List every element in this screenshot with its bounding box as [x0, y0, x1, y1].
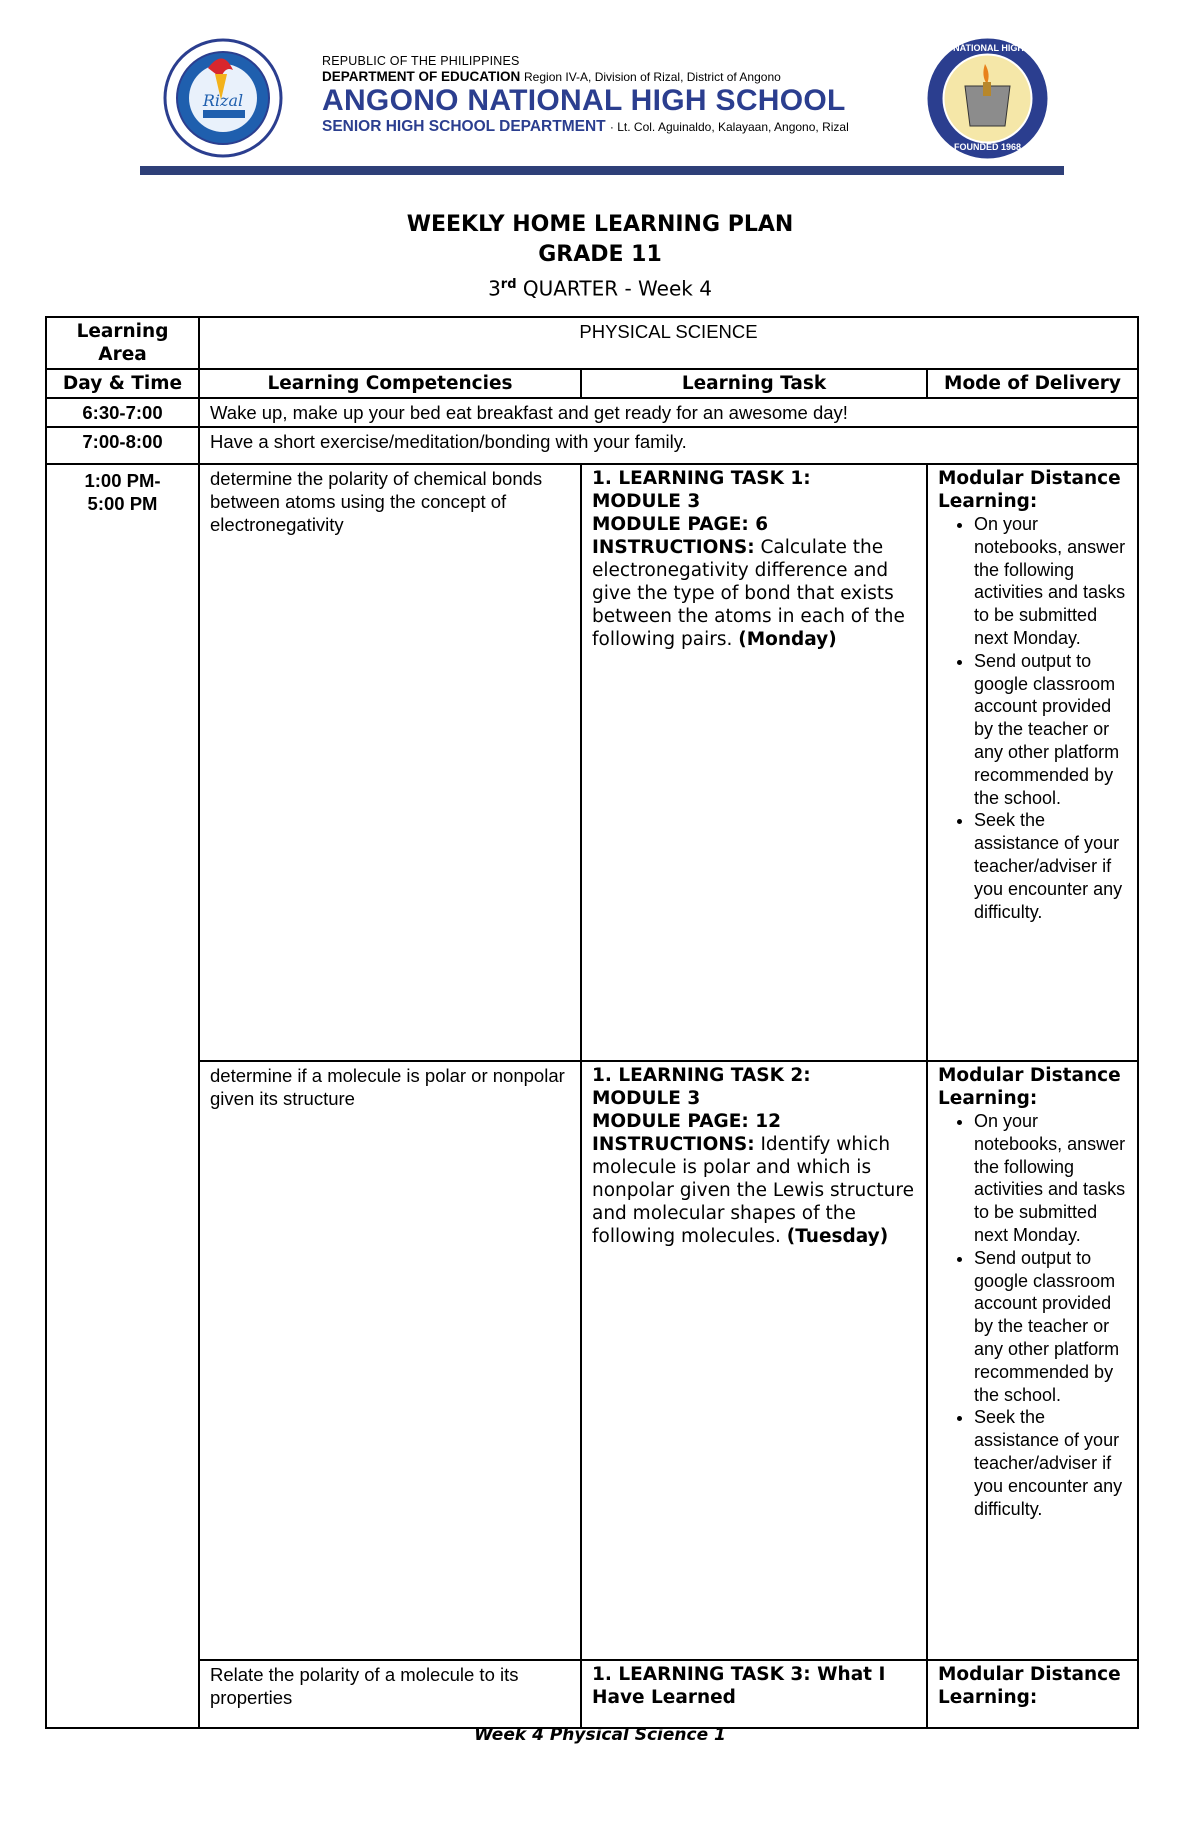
- mode-cell: [927, 464, 1138, 1061]
- mode-title: Modular Distance Learning:: [938, 468, 1121, 512]
- task-row: [46, 464, 1138, 1061]
- task-title: 1. LEARNING TASK 1:: [592, 468, 811, 489]
- list-item: • Send output to google classroom account provided by the teacher or any other platform recommended by the school.: [974, 650, 1127, 810]
- quarter-title: [0, 270, 1200, 304]
- mode-cell: [927, 1660, 1138, 1728]
- routine-time: 7:00-8:00: [46, 427, 199, 464]
- mode-list: [938, 1110, 1127, 1520]
- session-time: 1:00 PM- 5:00 PM: [46, 464, 199, 1728]
- mode-title: Modular Distance Learning:: [938, 1664, 1121, 1708]
- task-cell: [581, 464, 927, 1061]
- learning-area-label: Learning Area: [46, 317, 199, 369]
- routine-text: Wake up, make up your bed eat breakfast and get ready for an awesome day!: [199, 398, 1138, 427]
- col-day-time: Day & Time: [46, 369, 199, 398]
- quarter-number: 3: [488, 276, 501, 301]
- letterhead: [0, 0, 1200, 180]
- plan-titles: [0, 210, 1200, 304]
- svg-text:FOUNDED 1968: FOUNDED 1968: [953, 142, 1022, 152]
- school-seal-icon: [910, 36, 1065, 161]
- plan-title: WEEKLY HOME LEARNING PLAN: [406, 212, 794, 237]
- task-row: [46, 1061, 1138, 1660]
- quarter-text: QUARTER - Week 4: [516, 276, 712, 301]
- task-cell: [581, 1061, 927, 1660]
- learning-area-value: PHYSICAL SCIENCE: [199, 317, 1138, 369]
- republic-label: REPUBLIC OF THE PHILIPPINES: [322, 54, 520, 68]
- task-row: [46, 1660, 1138, 1728]
- instructions-text: Calculate the electronegativity difference and give the type of bond that exists between the atoms in each of the following pairs.: [592, 537, 905, 650]
- task-day: (Monday): [738, 629, 837, 650]
- grade-title: GRADE 11: [538, 242, 662, 267]
- svg-text:Rizal: Rizal: [202, 91, 244, 110]
- mode-list: [938, 513, 1127, 923]
- column-header-row: [46, 369, 1138, 398]
- competency-cell: Relate the polarity of a molecule to its properties: [199, 1660, 581, 1728]
- department-label: DEPARTMENT OF EDUCATION: [322, 69, 521, 84]
- letterhead-text: [322, 54, 849, 136]
- learning-area-row: [46, 317, 1138, 369]
- routine-row: [46, 398, 1138, 427]
- mode-title: Modular Distance Learning:: [938, 1065, 1121, 1109]
- task-title: 1. LEARNING TASK 2:: [592, 1065, 811, 1086]
- list-item: • On your notebooks, answer the following activities and tasks to be submitted next Monday.: [974, 513, 1127, 650]
- competency-cell: determine if a molecule is polar or nonpolar given its structure: [199, 1061, 581, 1660]
- instructions-text: Identify which molecule is polar and which is nonpolar given the Lewis structure and molecular shapes of the following molecules.: [592, 1134, 914, 1247]
- department-line: [322, 69, 849, 84]
- list-item: • On your notebooks, answer the following activities and tasks to be submitted next Monday.: [974, 1110, 1127, 1247]
- instructions-label: INSTRUCTIONS:: [592, 537, 755, 558]
- task-module: MODULE 3: [592, 1088, 701, 1109]
- instructions-label: INSTRUCTIONS:: [592, 1134, 755, 1155]
- col-task: Learning Task: [581, 369, 927, 398]
- page-footer: Week 4 Physical Science 1: [474, 1725, 726, 1745]
- school-name: ANGONO NATIONAL HIGH SCHOOL: [322, 84, 846, 117]
- department-address-line: [322, 118, 849, 136]
- task-cell: [581, 1660, 927, 1728]
- col-mode: Mode of Delivery: [927, 369, 1138, 398]
- task-page: MODULE PAGE: 12: [592, 1111, 781, 1132]
- task-page: MODULE PAGE: 6: [592, 514, 769, 535]
- svg-text:ANGONO NATIONAL HIGH SCHOOL: ANGONO NATIONAL HIGH SCHOOL: [910, 43, 1065, 53]
- header-rule: [140, 166, 1064, 175]
- routine-time: 6:30-7:00: [46, 398, 199, 427]
- learning-plan-table: [45, 316, 1139, 1729]
- quarter-suffix: rd: [500, 277, 517, 292]
- routine-row: [46, 427, 1138, 464]
- col-competencies: Learning Competencies: [199, 369, 581, 398]
- list-item: • Seek the assistance of your teacher/adviser if you encounter any difficulty.: [974, 809, 1127, 923]
- list-item: • Send output to google classroom account provided by the teacher or any other platform recommended by the school.: [974, 1247, 1127, 1407]
- task-module: MODULE 3: [592, 491, 701, 512]
- mode-cell: [927, 1061, 1138, 1660]
- address-label: · Lt. Col. Aguinaldo, Kalayaan, Angono, Rizal: [609, 120, 849, 134]
- task-title: 1. LEARNING TASK 3: What I Have Learned: [592, 1664, 886, 1708]
- list-item: • Seek the assistance of your teacher/adviser if you encounter any difficulty.: [974, 1406, 1127, 1520]
- competency-cell: determine the polarity of chemical bonds between atoms using the concept of electronegativity: [199, 464, 581, 1061]
- shs-department-label: SENIOR HIGH SCHOOL DEPARTMENT: [322, 118, 606, 135]
- routine-text: Have a short exercise/meditation/bonding with your family.: [199, 427, 1138, 464]
- region-label: Region IV-A, Division of Rizal, District of Angono: [524, 70, 781, 84]
- deped-rizal-seal-icon: [163, 38, 283, 158]
- task-day: (Tuesday): [786, 1226, 889, 1247]
